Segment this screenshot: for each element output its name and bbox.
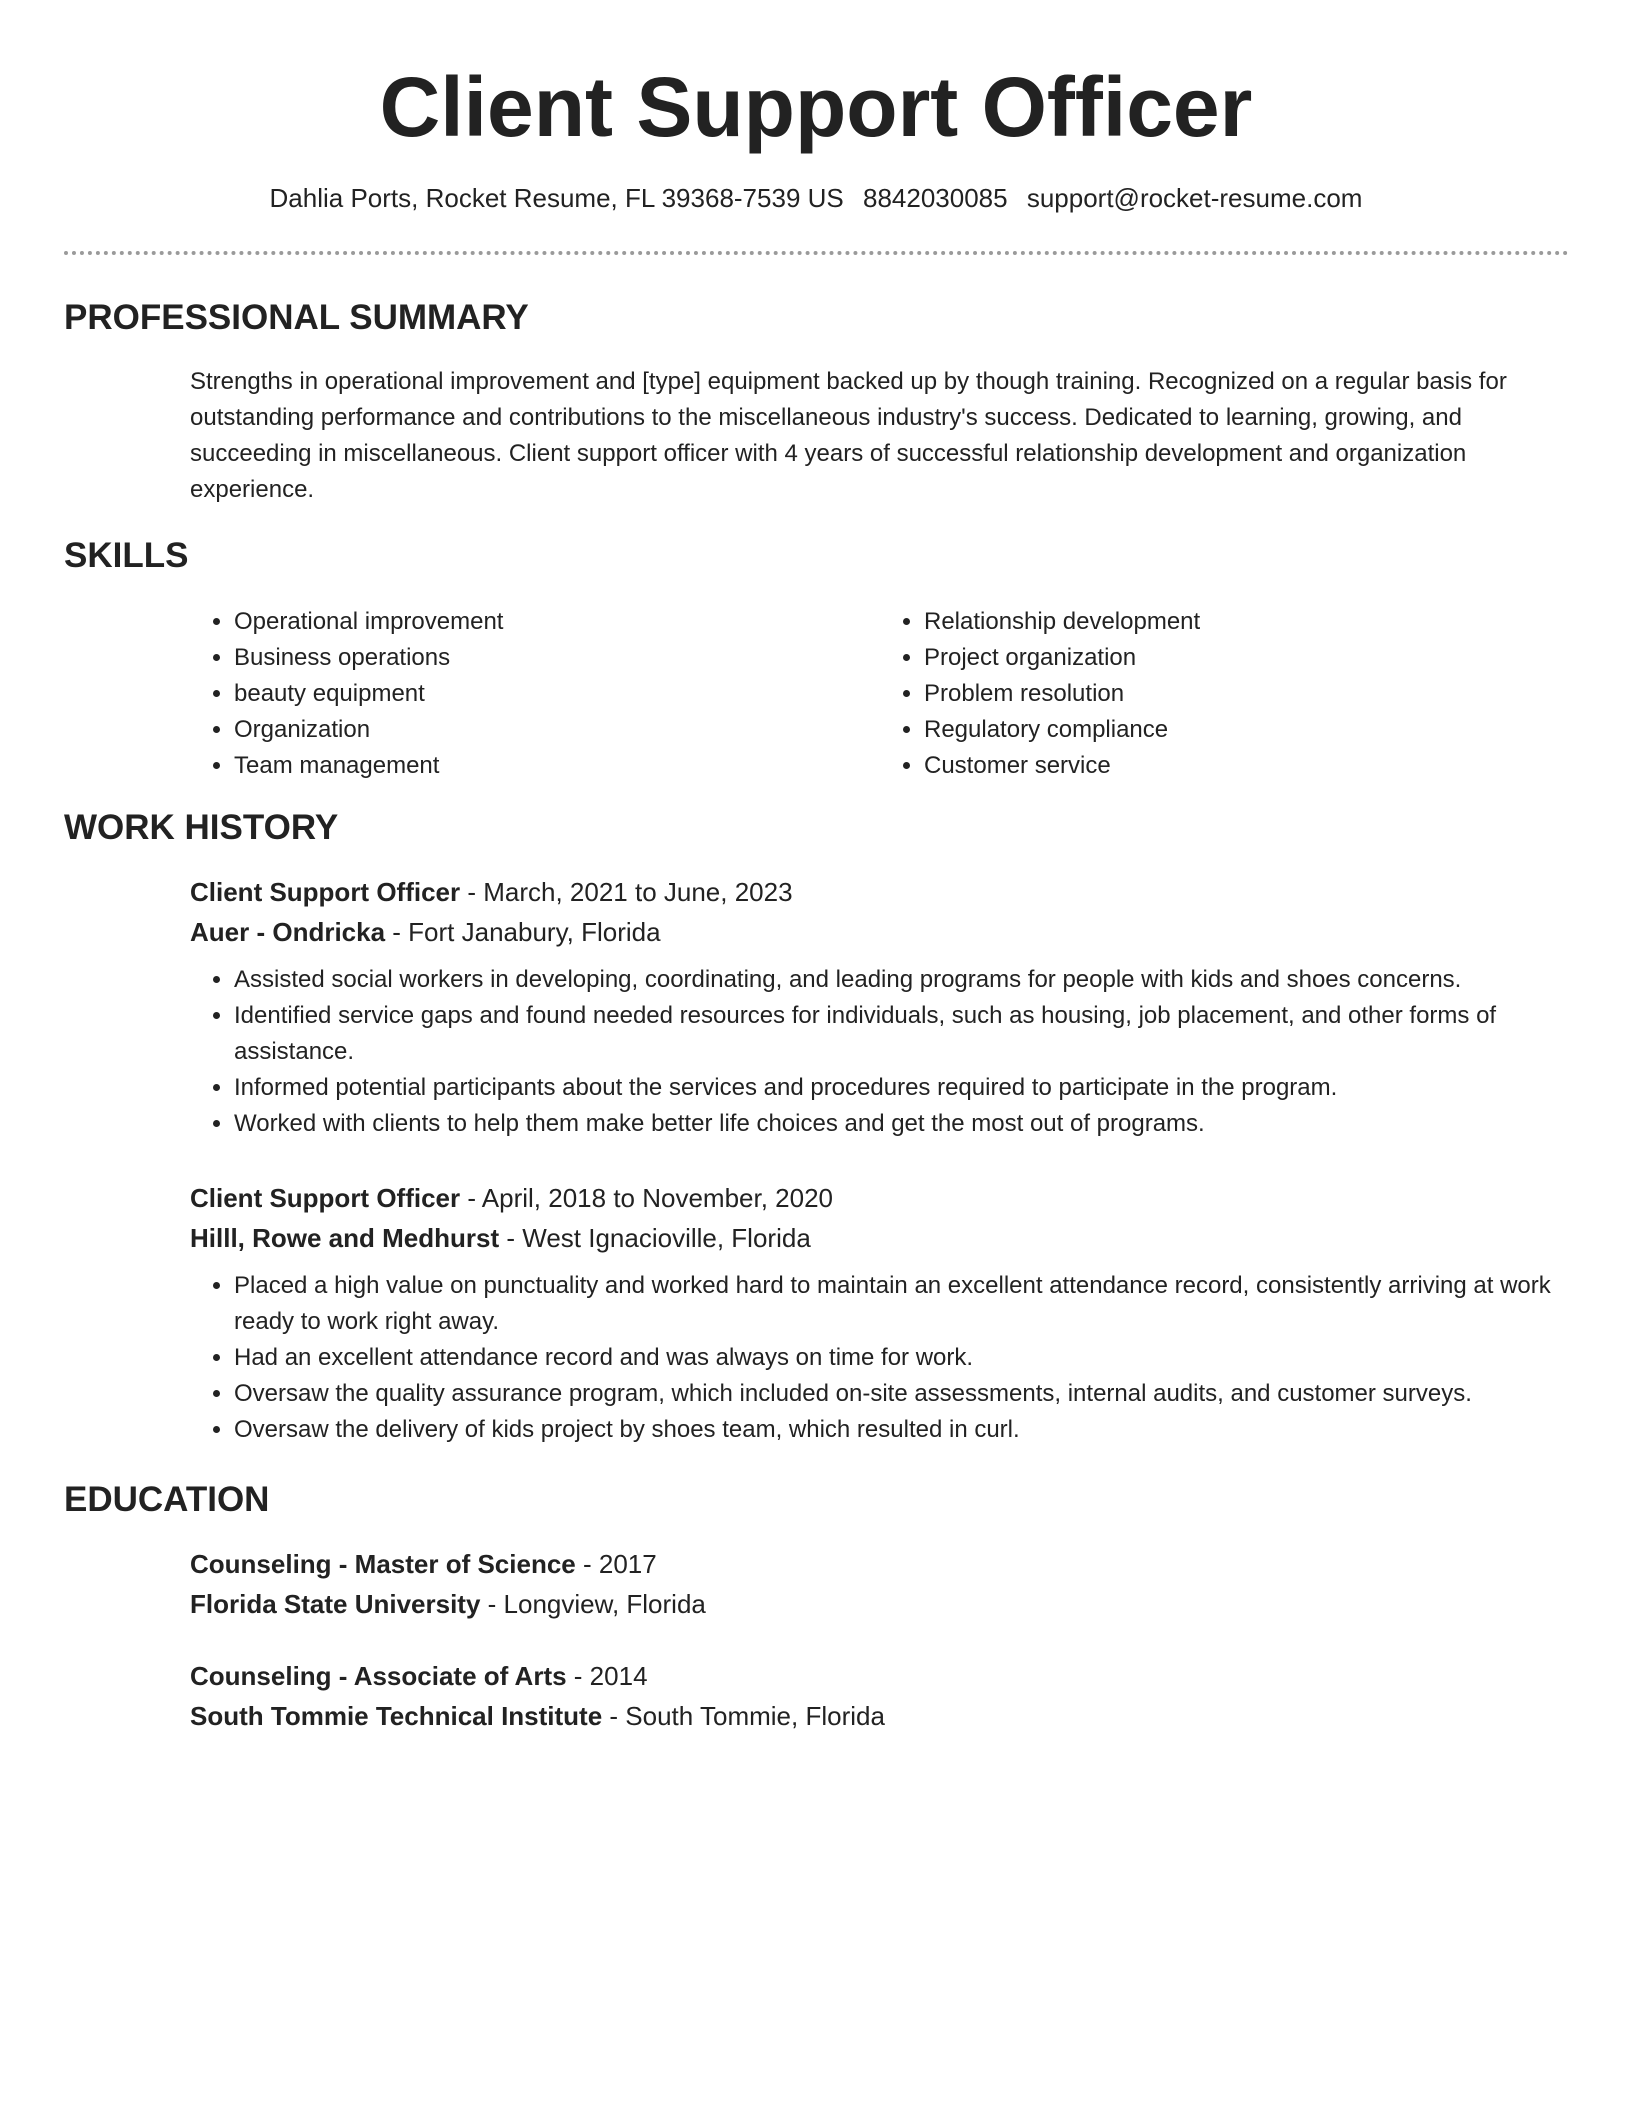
education-degree: Counseling - Master of Science <box>190 1549 576 1579</box>
job-entry <box>190 1178 1580 1448</box>
contact-line <box>0 180 1632 216</box>
job-bullet: • Assisted social workers in developing, coordinating, and leading programs for people with kids and shoes concerns. <box>234 962 1580 998</box>
job-company-line <box>190 912 1580 952</box>
job-bullet: • Worked with clients to help them make better life choices and get the most out of programs. <box>234 1106 1580 1142</box>
skill-item: • Problem resolution <box>924 676 1570 712</box>
education-location: - South Tommie, Florida <box>602 1701 885 1731</box>
job-dates: - April, 2018 to November, 2020 <box>460 1183 834 1213</box>
education-school: South Tommie Technical Institute <box>190 1701 603 1731</box>
job-title-line <box>190 872 1580 912</box>
skill-item: • Team management <box>234 748 880 784</box>
contact-address: Dahlia Ports, Rocket Resume, FL 39368-7539 US <box>269 183 844 213</box>
skill-item: • Project organization <box>924 640 1570 676</box>
job-dates: - March, 2021 to June, 2023 <box>460 877 793 907</box>
skill-item: • beauty equipment <box>234 676 880 712</box>
skill-item: • Regulatory compliance <box>924 712 1570 748</box>
job-bullet: • Informed potential participants about the services and procedures required to participate in the program. <box>234 1070 1580 1106</box>
work-heading: WORK HISTORY <box>64 808 339 847</box>
job-entry <box>190 872 1580 1142</box>
skills-heading: SKILLS <box>64 536 189 575</box>
summary-text: Strengths in operational improvement and [type] equipment backed up by though training. Recognized on a regular basis for outstanding performance and contributions to the miscellaneous industry's success. Dedicated to learning, growing, and succeeding in miscellaneous. Client support officer with 4 years of successful relationship development and organization experience. <box>190 368 1507 503</box>
education-school-line <box>190 1584 1580 1624</box>
job-company-line <box>190 1218 1580 1258</box>
job-location: - Fort Janabury, Florida <box>385 917 661 947</box>
header-divider <box>64 251 1569 255</box>
skills-column-left <box>190 604 880 784</box>
job-location: - West Ignacioville, Florida <box>499 1223 811 1253</box>
job-company: Auer - Ondricka <box>190 917 386 947</box>
job-bullets <box>190 1268 1580 1448</box>
education-location: - Longview, Florida <box>480 1589 706 1619</box>
education-entry <box>190 1544 1580 1624</box>
resume-name: Client Support Officer <box>379 60 1253 154</box>
job-bullet: • Oversaw the quality assurance program, which included on-site assessments, internal audits, and customer surveys. <box>234 1376 1580 1412</box>
education-degree: Counseling - Associate of Arts <box>190 1661 567 1691</box>
education-degree-line <box>190 1544 1580 1584</box>
education-school-line <box>190 1696 1580 1736</box>
education-school: Florida State University <box>190 1589 481 1619</box>
job-bullet: • Had an excellent attendance record and was always on time for work. <box>234 1340 1580 1376</box>
job-bullet: • Oversaw the delivery of kids project by shoes team, which resulted in curl. <box>234 1412 1580 1448</box>
job-bullets <box>190 962 1580 1142</box>
skill-item: • Organization <box>234 712 880 748</box>
skills-list <box>190 604 1570 784</box>
job-bullet: • Placed a high value on punctuality and worked hard to maintain an excellent attendance record, consistently arriving at work ready to work right away. <box>234 1268 1580 1340</box>
skill-item: • Customer service <box>924 748 1570 784</box>
education-year: - 2017 <box>575 1549 657 1579</box>
job-bullet: • Identified service gaps and found needed resources for individuals, such as housing, job placement, and other forms of assistance. <box>234 998 1580 1070</box>
summary-heading: PROFESSIONAL SUMMARY <box>64 298 529 337</box>
skill-item: • Relationship development <box>924 604 1570 640</box>
education-heading: EDUCATION <box>64 1480 270 1519</box>
education-year: - 2014 <box>566 1661 648 1691</box>
job-company: Hilll, Rowe and Medhurst <box>190 1223 500 1253</box>
skill-item: • Operational improvement <box>234 604 880 640</box>
education-degree-line <box>190 1656 1580 1696</box>
job-role: Client Support Officer <box>190 1183 461 1213</box>
contact-email: support@rocket-resume.com <box>1026 183 1363 213</box>
job-title-line <box>190 1178 1580 1218</box>
skill-item: • Business operations <box>234 640 880 676</box>
skills-column-right <box>880 604 1570 784</box>
contact-phone: 8842030085 <box>862 183 1008 213</box>
education-entry <box>190 1656 1580 1736</box>
job-role: Client Support Officer <box>190 877 461 907</box>
